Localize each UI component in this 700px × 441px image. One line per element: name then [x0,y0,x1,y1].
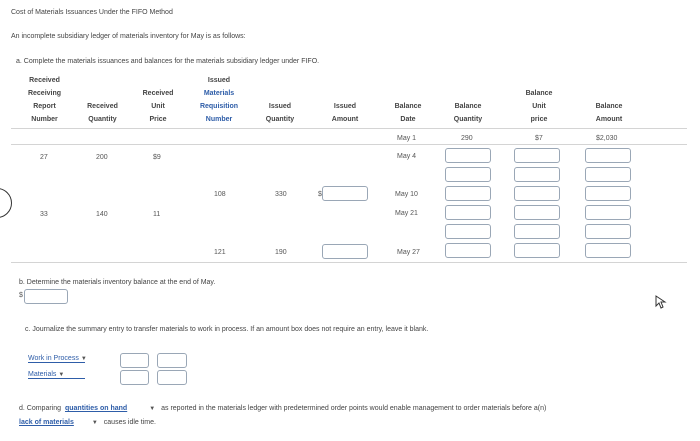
balance-price-input[interactable] [514,148,560,163]
received-quantity-may-21: 140 [96,211,108,218]
issued-quantity-may-27: 190 [275,249,287,256]
journal-debit-amount-input[interactable] [120,370,149,385]
part-d-prefix: d. Comparing [19,405,62,412]
balance-amount-input[interactable] [585,167,631,182]
header-balance-unit-price: Balance Unit price [525,90,553,123]
part-a-instruction: a. Complete the materials issuances and balances for the materials subsidiary ledger under FIFO. [16,58,320,65]
header-issued-amount: Issued Amount [331,103,359,123]
balance-price-input[interactable] [514,205,560,220]
requisition-108: 108 [214,191,226,198]
header-balance-date: Balance Date [394,103,422,123]
balance-quantity-input[interactable] [445,167,491,182]
received-price-may-4: $9 [153,154,161,161]
balance-quantity-may-1: 290 [461,135,473,142]
intro-text: An incomplete subsidiary ledger of materials inventory for May is as follows: [11,33,246,40]
balance-quantity-input[interactable] [445,243,491,258]
comparison-basis-select[interactable]: quantities on hand [64,405,128,412]
balance-quantity-input[interactable] [445,148,491,163]
part-d-second-line [19,419,156,426]
shortage-select[interactable]: lack of materials [19,419,74,426]
page-title: Cost of Materials Issuances Under the FIFO Method [11,9,173,16]
materials-balance-end-of-may-input[interactable] [24,289,68,304]
debit-account-select[interactable]: Work in Process ▼ [28,355,87,362]
header-issued-quantity: Issued Quantity [265,103,295,123]
balance-quantity-input[interactable] [445,205,491,220]
dropdown-arrow-icon: ▼ [58,372,65,378]
part-d-suffix: causes idle time. [103,419,156,426]
balance-amount-may-1: $2,030 [596,135,618,142]
dropdown-arrow-icon: ▼ [149,406,156,412]
received-price-may-21: 11 [153,211,161,218]
balance-price-input[interactable] [514,186,560,201]
row-divider [11,144,687,145]
balance-amount-input[interactable] [585,243,631,258]
balance-price-input[interactable] [514,167,560,182]
receiving-report-33: 33 [40,211,48,218]
part-c-instruction: c. Journalize the summary entry to transfer materials to work in process. If an amount box does not require an entry, leave it blank. [25,326,429,333]
balance-price-input[interactable] [514,243,560,258]
balance-price-may-1: $7 [535,135,543,142]
issued-amount-may-27-input[interactable] [322,244,368,259]
part-d-sentence [19,405,546,412]
journal-credit-amount-input[interactable] [157,353,187,368]
date-may-1: May 1 [397,135,417,142]
requisition-121: 121 [214,249,226,256]
balance-amount-input[interactable] [585,205,631,220]
header-balance-quantity: Balance Quantity [453,103,483,123]
dollar-sign: $ [19,292,23,299]
dropdown-arrow-icon: ▼ [91,420,98,426]
issued-amount-may-10-input[interactable] [322,186,368,201]
journal-credit-amount-input[interactable] [157,370,187,385]
balance-amount-input[interactable] [585,224,631,239]
decorative-circle [0,188,12,218]
issued-quantity-may-10: 330 [275,191,287,198]
header-received-unit-price: Received Unit Price [142,90,174,123]
balance-amount-input[interactable] [585,148,631,163]
dollar-sign: $ [318,191,322,198]
header-requisition-number: Issued Materials Requisition Number [199,77,239,123]
receiving-report-27: 27 [40,154,48,161]
part-d-middle: as reported in the materials ledger with predetermined order points would enable management to order materials before a(n) [161,405,547,412]
table-bottom-divider [11,262,687,263]
balance-quantity-input[interactable] [445,224,491,239]
credit-account-select[interactable]: Materials ▼ [28,371,85,379]
balance-quantity-input[interactable] [445,186,491,201]
date-may-21: May 21 [395,210,418,217]
part-b-instruction: b. Determine the materials inventory balance at the end of May. [19,279,216,286]
header-received-quantity: Received Quantity [87,103,118,123]
header-receiving-report-number: Received Receiving Report Number [27,77,62,123]
balance-price-input[interactable] [514,224,560,239]
header-balance-amount: Balance Amount [595,103,623,123]
balance-amount-input[interactable] [585,186,631,201]
header-divider [11,128,687,129]
dropdown-arrow-icon: ▼ [80,356,87,362]
journal-debit-amount-input[interactable] [120,353,149,368]
date-may-10: May 10 [395,191,418,198]
date-may-27: May 27 [397,249,420,256]
mouse-cursor-icon [655,295,667,309]
received-quantity-may-4: 200 [96,154,108,161]
date-may-4: May 4 [397,153,417,160]
